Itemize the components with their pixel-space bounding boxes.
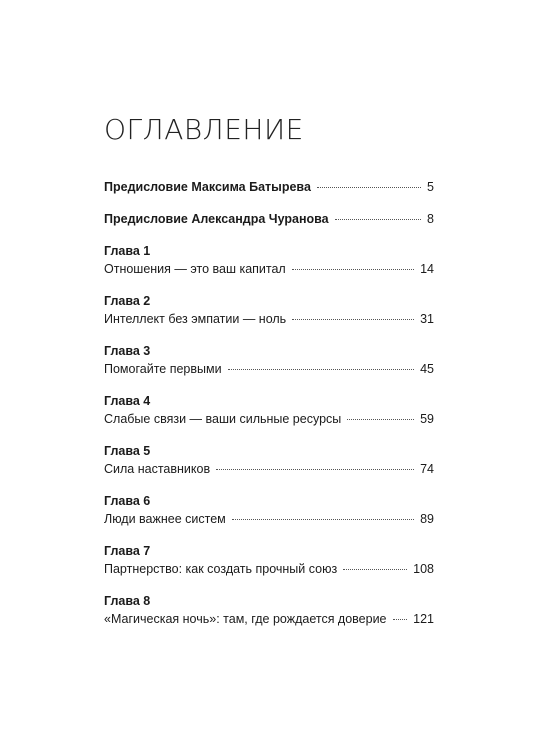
toc-page-number: 5: [427, 180, 434, 194]
toc-page-number: 121: [413, 612, 434, 626]
toc-entry-label: Помогайте первыми: [104, 362, 222, 376]
chapter-heading: Глава 2: [104, 294, 151, 308]
toc-entry-label: Люди важнее систем: [104, 512, 226, 526]
toc-entry-label: «Магическая ночь»: там, где рождается доверие: [104, 612, 387, 626]
toc-page-number: 89: [420, 512, 434, 526]
toc-page-number: 74: [420, 462, 434, 476]
toc-chapter-4[interactable]: [104, 392, 434, 428]
toc-chapter-2[interactable]: [104, 292, 434, 328]
toc-entry-label: Отношения — это ваш капитал: [104, 262, 286, 276]
toc-entry-label: Партнерство: как создать прочный союз: [104, 562, 338, 576]
dot-leader: [228, 369, 415, 370]
dot-leader: [317, 187, 421, 188]
chapter-heading: Глава 5: [104, 444, 151, 458]
chapter-heading: Глава 3: [104, 344, 151, 358]
toc-page-number: 108: [413, 562, 434, 576]
toc-page-number: 59: [420, 412, 434, 426]
toc-chapter-6[interactable]: [104, 492, 434, 528]
chapter-heading: Глава 6: [104, 494, 151, 508]
toc-chapter-3[interactable]: [104, 342, 434, 378]
toc-entry-label: Предисловие Максима Батырева: [104, 180, 311, 194]
chapter-heading: Глава 8: [104, 594, 151, 608]
chapter-heading: Глава 4: [104, 394, 151, 408]
toc-entry-preface-batyrev[interactable]: [104, 178, 434, 196]
page-title: ОГЛАВЛЕНИЕ: [104, 113, 304, 146]
dot-leader: [292, 319, 414, 320]
dot-leader: [343, 569, 407, 570]
dot-leader: [216, 469, 414, 470]
toc-chapter-1[interactable]: [104, 242, 434, 278]
chapter-heading: Глава 1: [104, 244, 151, 258]
toc-entry-label: Предисловие Александра Чуранова: [104, 212, 329, 226]
toc-entry-preface-churanov[interactable]: [104, 210, 434, 228]
toc-chapter-8[interactable]: [104, 592, 434, 628]
toc-page-number: 45: [420, 362, 434, 376]
dot-leader: [232, 519, 414, 520]
toc-entry-label: Сила наставников: [104, 462, 211, 476]
toc-page-number: 14: [420, 262, 434, 276]
chapter-heading: Глава 7: [104, 544, 151, 558]
toc-chapter-5[interactable]: [104, 442, 434, 478]
dot-leader: [292, 269, 414, 270]
toc-entry-label: Слабые связи — ваши сильные ресурсы: [104, 412, 342, 426]
toc-page-number: 8: [427, 212, 434, 226]
toc-chapter-7[interactable]: [104, 542, 434, 578]
dot-leader: [335, 219, 421, 220]
dot-leader: [393, 619, 408, 620]
dot-leader: [347, 419, 414, 420]
toc-page-number: 31: [420, 312, 434, 326]
toc-entry-label: Интеллект без эмпатии — ноль: [104, 312, 287, 326]
table-of-contents: [104, 178, 434, 628]
